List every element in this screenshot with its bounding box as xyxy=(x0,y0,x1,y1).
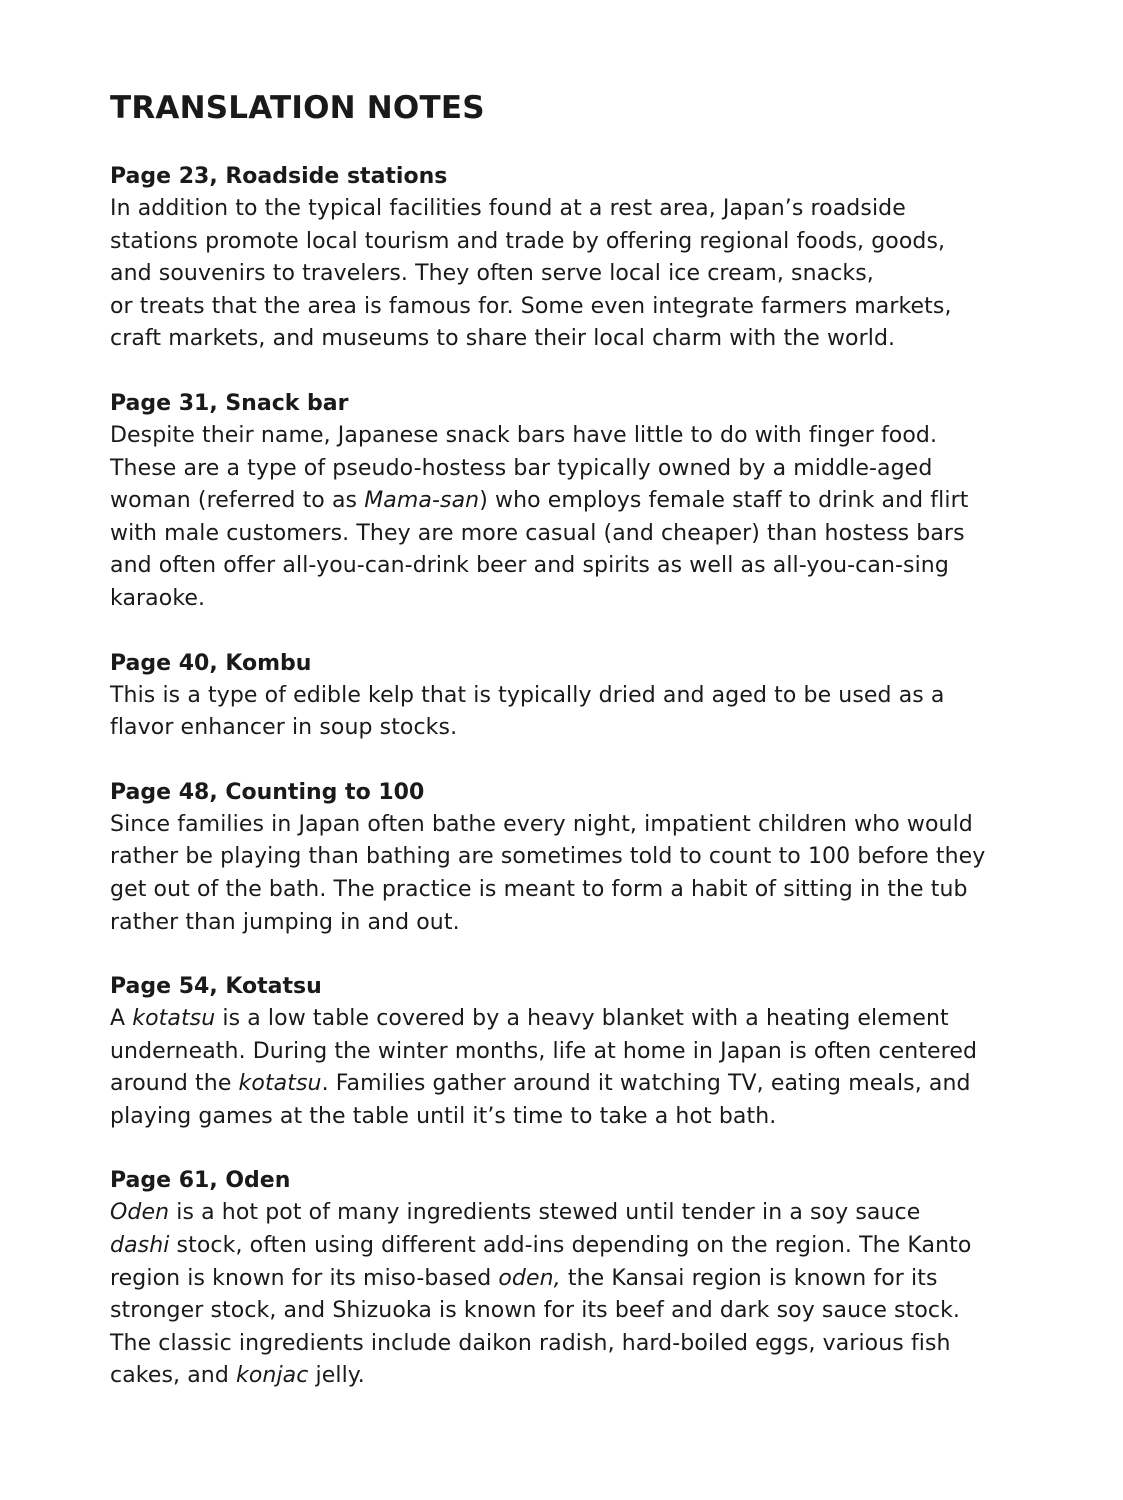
note-heading: Page 40, Kombu xyxy=(110,650,312,676)
note-line xyxy=(110,258,1050,291)
italic-term: oden, xyxy=(498,1265,561,1291)
italic-term: kotatsu xyxy=(132,1006,216,1032)
note-section xyxy=(110,648,1050,745)
italic-term: kotatsu xyxy=(238,1071,322,1097)
note-line xyxy=(110,680,1050,713)
note-line xyxy=(110,1295,1050,1328)
note-section xyxy=(110,1165,1050,1393)
note-body xyxy=(110,193,1050,356)
italic-term: dashi xyxy=(110,1233,170,1259)
note-line xyxy=(110,226,1050,259)
text-run: Since families in Japan often bathe every night, impatient children who would xyxy=(110,811,973,837)
note-line xyxy=(110,1101,1050,1134)
text-run: karaoke. xyxy=(110,585,206,611)
text-run: This is a type of edible kelp that is typically dried and aged to be used as a xyxy=(110,682,945,708)
note-line xyxy=(110,1263,1050,1296)
note-line xyxy=(110,550,1050,583)
text-run: The classic ingredients include daikon radish, hard-boiled eggs, various fish xyxy=(110,1330,951,1356)
note-section xyxy=(110,161,1050,356)
text-run: stronger stock, and Shizuoka is known for its beef and dark soy sauce stock. xyxy=(110,1298,961,1324)
text-run: is a hot pot of many ingredients stewed until tender in a soy sauce xyxy=(169,1200,921,1226)
note-line xyxy=(110,907,1050,940)
note-line xyxy=(110,323,1050,356)
italic-term: Mama-san xyxy=(364,488,480,514)
translation-notes-page xyxy=(110,88,1050,1425)
text-run: A xyxy=(110,1006,133,1032)
note-line xyxy=(110,1003,1050,1036)
note-heading: Page 54, Kotatsu xyxy=(110,974,322,1000)
note-line xyxy=(110,841,1050,874)
note-heading: Page 31, Snack bar xyxy=(110,390,349,416)
note-line xyxy=(110,1197,1050,1230)
text-run: ) who employs female staff to drink and flirt xyxy=(479,488,969,514)
notes-list xyxy=(110,161,1050,1393)
note-body xyxy=(110,809,1050,939)
text-run: rather be playing than bathing are sometimes told to count to 100 before they xyxy=(110,844,986,870)
text-run: stations promote local tourism and trade by offering regional foods, goods, xyxy=(110,228,946,254)
text-run: Despite their name, Japanese snack bars have little to do with finger food. xyxy=(110,422,938,448)
note-heading: Page 23, Roadside stations xyxy=(110,164,448,189)
note-line xyxy=(110,291,1050,324)
note-line xyxy=(110,453,1050,486)
text-run: and often offer all-you-can-drink beer and spirits as well as all-you-can-sing xyxy=(110,553,949,579)
text-run: woman (referred to as xyxy=(110,488,365,514)
text-run: get out of the bath. The practice is meant to form a habit of sitting in the tub xyxy=(110,876,968,902)
note-line xyxy=(110,518,1050,551)
note-line xyxy=(110,874,1050,907)
page-title: TRANSLATION NOTES xyxy=(110,90,485,126)
note-line xyxy=(110,193,1050,226)
italic-term: konjac xyxy=(236,1363,309,1389)
note-line xyxy=(110,1068,1050,1101)
text-run: is a low table covered by a heavy blanket with a heating element xyxy=(215,1006,949,1032)
note-body xyxy=(110,680,1050,745)
text-run: cakes, and xyxy=(110,1363,236,1389)
note-section xyxy=(110,777,1050,939)
note-section xyxy=(110,971,1050,1133)
text-run: with male customers. They are more casual (and cheaper) than hostess bars xyxy=(110,520,965,546)
note-line xyxy=(110,583,1050,616)
note-line xyxy=(110,1328,1050,1361)
note-body xyxy=(110,1003,1050,1133)
text-run: stock, often using different add-ins depending on the region. The Kanto xyxy=(169,1233,972,1259)
note-line xyxy=(110,1230,1050,1263)
text-run: jelly. xyxy=(308,1363,365,1389)
note-heading: Page 61, Oden xyxy=(110,1168,291,1194)
text-run: craft markets, and museums to share their local charm with the world. xyxy=(110,326,896,352)
note-body xyxy=(110,420,1050,616)
text-run: . Families gather around it watching TV, eating meals, and xyxy=(321,1071,971,1097)
note-line xyxy=(110,1036,1050,1069)
note-heading: Page 48, Counting to 100 xyxy=(110,779,425,805)
text-run: In addition to the typical facilities found at a rest area, Japan’s roadside xyxy=(110,196,906,221)
text-run: and souvenirs to travelers. They often serve local ice cream, snacks, xyxy=(110,261,874,287)
text-run: underneath. During the winter months, life at home in Japan is often centered xyxy=(110,1038,978,1064)
text-run: flavor enhancer in soup stocks. xyxy=(110,715,458,741)
text-run: These are a type of pseudo-hostess bar typically owned by a middle-aged xyxy=(110,455,933,481)
note-line xyxy=(110,712,1050,745)
text-run: region is known for its miso-based xyxy=(110,1265,499,1291)
text-run: or treats that the area is famous for. Some even integrate farmers markets, xyxy=(110,293,952,319)
italic-term: Oden xyxy=(110,1200,170,1226)
note-body xyxy=(110,1197,1050,1393)
note-line xyxy=(110,420,1050,453)
note-line xyxy=(110,485,1050,518)
text-run: rather than jumping in and out. xyxy=(110,909,460,935)
text-run: the Kansai region is known for its xyxy=(560,1265,938,1291)
note-section xyxy=(110,388,1050,616)
text-run: around the xyxy=(110,1071,239,1097)
note-line xyxy=(110,1360,1050,1393)
note-line xyxy=(110,809,1050,842)
text-run: playing games at the table until it’s time to take a hot bath. xyxy=(110,1103,777,1129)
